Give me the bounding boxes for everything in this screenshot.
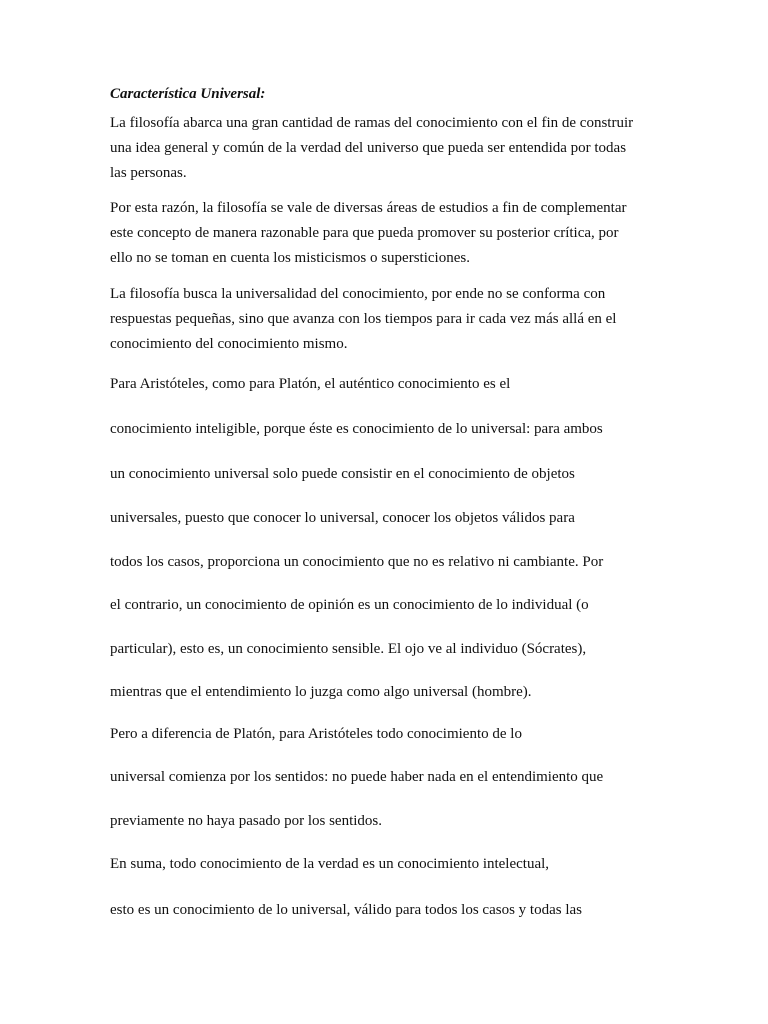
text-line: este concepto de manera razonable para que pueda promover su posterior crítica, por [110,225,619,241]
text-line: La filosofía abarca una gran cantidad de ramas del conocimiento con el fin de construir [110,115,634,131]
text-line: La filosofía busca la universalidad del conocimiento, por ende no se conforma con [110,286,606,302]
text-line: En suma, todo conocimiento de la verdad es un conocimiento intelectual, [110,856,550,872]
section-heading: Característica Universal: [110,86,266,102]
text-line: Para Aristóteles, como para Platón, el auténtico conocimiento es el [110,376,511,392]
text-line: mientras que el entendimiento lo juzga como algo universal (hombre). [110,684,532,700]
text-line: particular), esto es, un conocimiento sensible. El ojo ve al individuo (Sócrates), [110,641,587,657]
text-line: una idea general y común de la verdad del universo que pueda ser entendida por todas [110,140,627,156]
text-line: Por esta razón, la filosofía se vale de diversas áreas de estudios a fin de complementar [110,200,627,216]
text-line: conocimiento inteligible, porque éste es conocimiento de lo universal: para ambos [110,421,603,437]
text-line: esto es un conocimiento de lo universal, válido para todos los casos y todas las [110,902,582,918]
text-line: Pero a diferencia de Platón, para Aristóteles todo conocimiento de lo [110,726,522,742]
text-line: todos los casos, proporciona un conocimiento que no es relativo ni cambiante. Por [110,554,604,570]
text-line: ello no se toman en cuenta los misticismos o supersticiones. [110,250,470,266]
text-line: conocimiento del conocimiento mismo. [110,336,348,352]
text-line: respuestas pequeñas, sino que avanza con los tiempos para ir cada vez más allá en el [110,311,617,327]
text-line: el contrario, un conocimiento de opinión es un conocimiento de lo individual (o [110,597,589,613]
text-line: las personas. [110,165,187,181]
text-line: universales, puesto que conocer lo universal, conocer los objetos válidos para [110,510,575,526]
text-line: previamente no haya pasado por los sentidos. [110,813,383,829]
text-line: universal comienza por los sentidos: no puede haber nada en el entendimiento que [110,769,604,785]
text-line: un conocimiento universal solo puede consistir en el conocimiento de objetos [110,466,575,482]
